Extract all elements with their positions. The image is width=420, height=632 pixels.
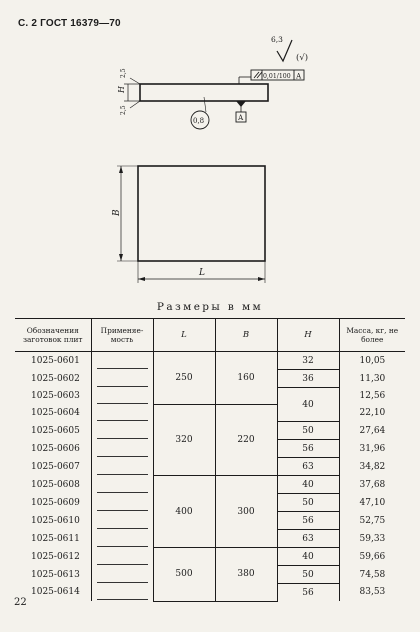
b-value-cell: 380 — [215, 548, 277, 602]
applicability-cell — [91, 548, 153, 566]
mass-cell: 22,10 — [339, 405, 405, 422]
b-value-cell: 220 — [215, 405, 277, 476]
dimension-l-label: L — [199, 268, 205, 278]
mass-cell: 10,05 — [339, 352, 405, 370]
column-header-h: H — [277, 319, 339, 352]
table-header-row — [15, 319, 405, 352]
table-row — [15, 548, 405, 566]
h-value-cell: 50 — [277, 566, 339, 584]
designation-cell: 1025-0612 — [15, 548, 91, 566]
l-value-cell: 500 — [153, 548, 215, 602]
roughness-value: 6,3 — [271, 35, 283, 44]
h-value-cell: 63 — [277, 530, 339, 548]
h-value-cell: 36 — [277, 370, 339, 388]
applicability-cell — [91, 512, 153, 530]
mass-cell: 47,10 — [339, 494, 405, 512]
h-value-cell: 50 — [277, 494, 339, 512]
column-header-mass: Масса, кг, не более — [339, 319, 405, 352]
plate-plan-view-drawing — [0, 155, 420, 290]
designation-cell: 1025-0610 — [15, 512, 91, 530]
mass-cell: 59,33 — [339, 530, 405, 548]
mass-cell: 74,58 — [339, 566, 405, 584]
h-value-cell: 50 — [277, 422, 339, 440]
mass-cell: 37,68 — [339, 476, 405, 494]
designation-cell: 1025-0605 — [15, 422, 91, 440]
table-row — [15, 405, 405, 422]
applicability-cell — [91, 584, 153, 602]
mass-cell: 12,56 — [339, 388, 405, 405]
applicability-cell — [91, 494, 153, 512]
tolerance-datum-label: А — [296, 72, 302, 81]
designation-cell: 1025-0601 — [15, 352, 91, 370]
table-caption: Размеры в мм — [156, 301, 264, 313]
l-value-cell: 320 — [153, 405, 215, 476]
table-row — [15, 352, 405, 370]
applicability-cell — [91, 440, 153, 458]
mass-cell: 59,66 — [339, 548, 405, 566]
designation-cell: 1025-0611 — [15, 530, 91, 548]
mass-cell: 83,53 — [339, 584, 405, 602]
roughness-extra: (√) — [296, 53, 309, 63]
column-header-designation: Обозначения заготовок плит — [15, 319, 91, 352]
l-value-cell: 400 — [153, 476, 215, 548]
mass-cell: 27,64 — [339, 422, 405, 440]
h-value-cell: 40 — [277, 476, 339, 494]
chamfer-top-label: 2,5 — [120, 68, 127, 78]
h-value-cell: 40 — [277, 548, 339, 566]
column-header-l: L — [153, 319, 215, 352]
chamfer-bottom-label: 2,5 — [120, 105, 127, 115]
page-header: С. 2 ГОСТ 16379—70 — [18, 18, 121, 29]
applicability-cell — [91, 422, 153, 440]
h-value-cell: 63 — [277, 458, 339, 476]
l-value-cell: 250 — [153, 352, 215, 405]
h-value-cell: 56 — [277, 440, 339, 458]
surface-ref-label: 0,8 — [193, 117, 205, 125]
h-value-cell: 32 — [277, 352, 339, 370]
applicability-cell — [91, 476, 153, 494]
applicability-cell — [91, 370, 153, 388]
dimensions-table — [15, 318, 405, 602]
column-header-b: B — [215, 319, 277, 352]
mass-cell: 31,96 — [339, 440, 405, 458]
designation-cell: 1025-0607 — [15, 458, 91, 476]
designation-cell: 1025-0613 — [15, 566, 91, 584]
applicability-cell — [91, 352, 153, 370]
mass-cell: 52,75 — [339, 512, 405, 530]
tolerance-value: 0,01/100 — [263, 73, 291, 80]
mass-cell: 11,30 — [339, 370, 405, 388]
column-header-applicability: Применяе-мость — [91, 319, 153, 352]
designation-cell: 1025-0609 — [15, 494, 91, 512]
mass-cell: 34,82 — [339, 458, 405, 476]
page-number: 22 — [14, 597, 27, 608]
b-value-cell: 160 — [215, 352, 277, 405]
applicability-cell — [91, 458, 153, 476]
designation-cell: 1025-0614 — [15, 584, 91, 602]
applicability-cell — [91, 530, 153, 548]
dimension-h-label: H — [117, 86, 126, 93]
table-row — [15, 476, 405, 494]
designation-cell: 1025-0604 — [15, 405, 91, 422]
applicability-cell — [91, 388, 153, 405]
designation-cell: 1025-0602 — [15, 370, 91, 388]
designation-cell: 1025-0608 — [15, 476, 91, 494]
datum-label: А — [238, 114, 244, 122]
b-value-cell: 300 — [215, 476, 277, 548]
plate-side-view-drawing — [0, 30, 420, 140]
h-value-cell: 56 — [277, 584, 339, 602]
designation-cell: 1025-0603 — [15, 388, 91, 405]
h-value-cell: 56 — [277, 512, 339, 530]
dimension-b-label: B — [112, 209, 122, 216]
h-value-cell: 40 — [277, 388, 339, 422]
applicability-cell — [91, 405, 153, 422]
designation-cell: 1025-0606 — [15, 440, 91, 458]
applicability-cell — [91, 566, 153, 584]
